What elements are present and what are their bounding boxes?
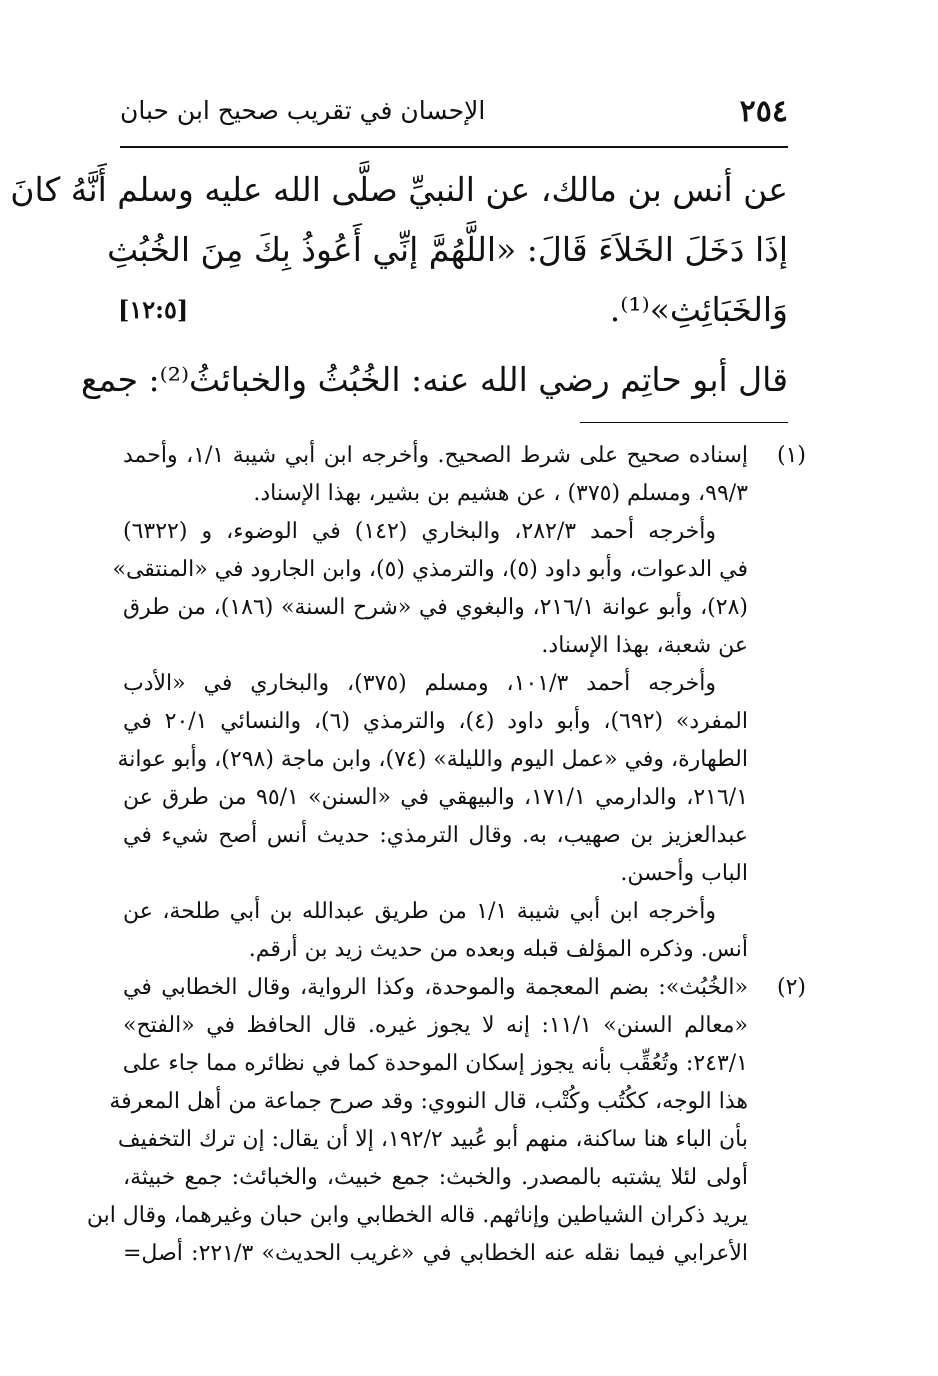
footnote-line: (٢٨)، وأبو عوانة ٢١٦/١، والبغوي في «شرح السنة» (١٨٦)، من طرق	[123, 595, 748, 620]
footnote-line: هذا الوجه، ككُتُب وكُتْب، قال النووي: وقد صرح جماعة من أهل المعرفة	[109, 1089, 748, 1114]
footnote-line: بأن الباء هنا ساكنة، منهم أبو عُبيد ١٩٢/٢، إلا أن يقال: إن ترك التخفيف	[117, 1127, 748, 1152]
footnote-line: «الخُبُث»: بضم المعجمة والموحدة، وكذا الرواية، وقال الخطابي في	[123, 975, 748, 1000]
running-title: الإحسان في تقريب صحيح ابن حبان	[120, 96, 486, 125]
footnote-line: وأخرجه أحمد ١٠١/٣، ومسلم (٣٧٥)، والبخاري في «الأدب	[123, 671, 716, 696]
footnote-marker: (١)	[776, 443, 806, 468]
footnote-line: وأخرجه ابن أبي شيبة ١/١ من طريق عبدالله بن أبي طلحة، عن	[123, 899, 716, 924]
main-line-with-reference	[118, 280, 788, 340]
footnote-line: إسناده صحيح على شرط الصحيح. وأخرجه ابن أبي شيبة ١/١، وأحمد	[123, 443, 748, 468]
footnote-line: أولى لئلا يشتبه بالمصدر. والخبث: جمع خبيث، والخبائث: جمع خبيثة،	[123, 1165, 748, 1190]
footnote-line: «معالم السنن» ١١/١: إنه لا يجوز غيره. قال الحافظ في «الفتح»	[123, 1013, 748, 1038]
footnote-line: يريد ذكران الشياطين وإناثهم. قاله الخطابي وابن حبان وغيرهما، وقال ابن	[86, 1203, 748, 1228]
footnote-line: ٢٤٣/١: وتُعُقِّب بأنه يجوز إسكان الموحدة كما في نظائره مما جاء على	[122, 1051, 748, 1076]
main-line: عن أنس بن مالك، عن النبيِّ صلَّى الله عليه وسلم أَنَّهُ كانَ	[10, 170, 788, 209]
header-rule	[120, 146, 788, 148]
main-line: قال أبو حاتِم رضي الله عنه: الخُبُثُ والخبائثُ⁽²⁾: جمع	[80, 360, 788, 399]
footnotes	[86, 437, 806, 1273]
main-line-text: وَالخَبَائِثِ»⁽¹⁾.	[609, 290, 788, 329]
footnote-body	[86, 969, 749, 1273]
spacer	[118, 340, 788, 350]
footnote-line: عبدالعزيز بن صهيب، به. وقال الترمذي: حديث أنس أصح شيء في	[123, 823, 748, 848]
page-number: ٢٥٤	[739, 94, 788, 129]
hadith-reference: [١٢:٥]	[118, 295, 189, 324]
page-header	[120, 88, 788, 146]
footnote-line: الباب وأحسن.	[620, 861, 748, 886]
footnote-line: وأخرجه أحمد ٢٨٢/٣، والبخاري (١٤٢) في الوضوء، و (٦٣٢٢)	[123, 519, 716, 544]
footnote-line: ٢١٦/١، والدارمي ١٧١/١، والبيهقي في «السنن» ٩٥/١ من طرق عن	[123, 785, 749, 810]
footnote-body	[112, 437, 749, 969]
footnote-2	[86, 969, 806, 1273]
footnote-rule	[580, 422, 788, 423]
footnote-1	[112, 437, 806, 969]
main-line: إذَا دَخَلَ الخَلاَءَ قَالَ: «اللَّهُمَّ إنِّي أَعُوذُ بِكَ مِنَ الخُبُثِ	[107, 230, 788, 269]
footnote-line: الطهارة، وفي «عمل اليوم والليلة» (٧٤)، وابن ماجة (٢٩٨)، وأبو عوانة	[117, 747, 748, 772]
footnote-line: ٩٩/٣، ومسلم (٣٧٥) ، عن هشيم بن بشير، بهذا الإسناد.	[253, 481, 748, 506]
footnote-marker: (٢)	[776, 975, 806, 1000]
footnote-line: الأعرابي فيما نقله عنه الخطابي في «غريب الحديث» ٢٢١/٣: أصل=	[123, 1241, 749, 1266]
main-text	[10, 160, 788, 410]
footnote-line: المفرد» (٦٩٢)، وأبو داود (٤)، والترمذي (٦)، والنسائي ٢٠/١ في	[123, 709, 748, 734]
footnote-line: في الدعوات، وأبو داود (٥)، والترمذي (٥)، وابن الجارود في «المنتقى»	[112, 557, 748, 582]
footnote-line: أنس. وذكره المؤلف قبله وبعده من حديث زيد بن أرقم.	[248, 937, 748, 962]
footnote-line: عن شعبة، بهذا الإسناد.	[541, 633, 748, 658]
